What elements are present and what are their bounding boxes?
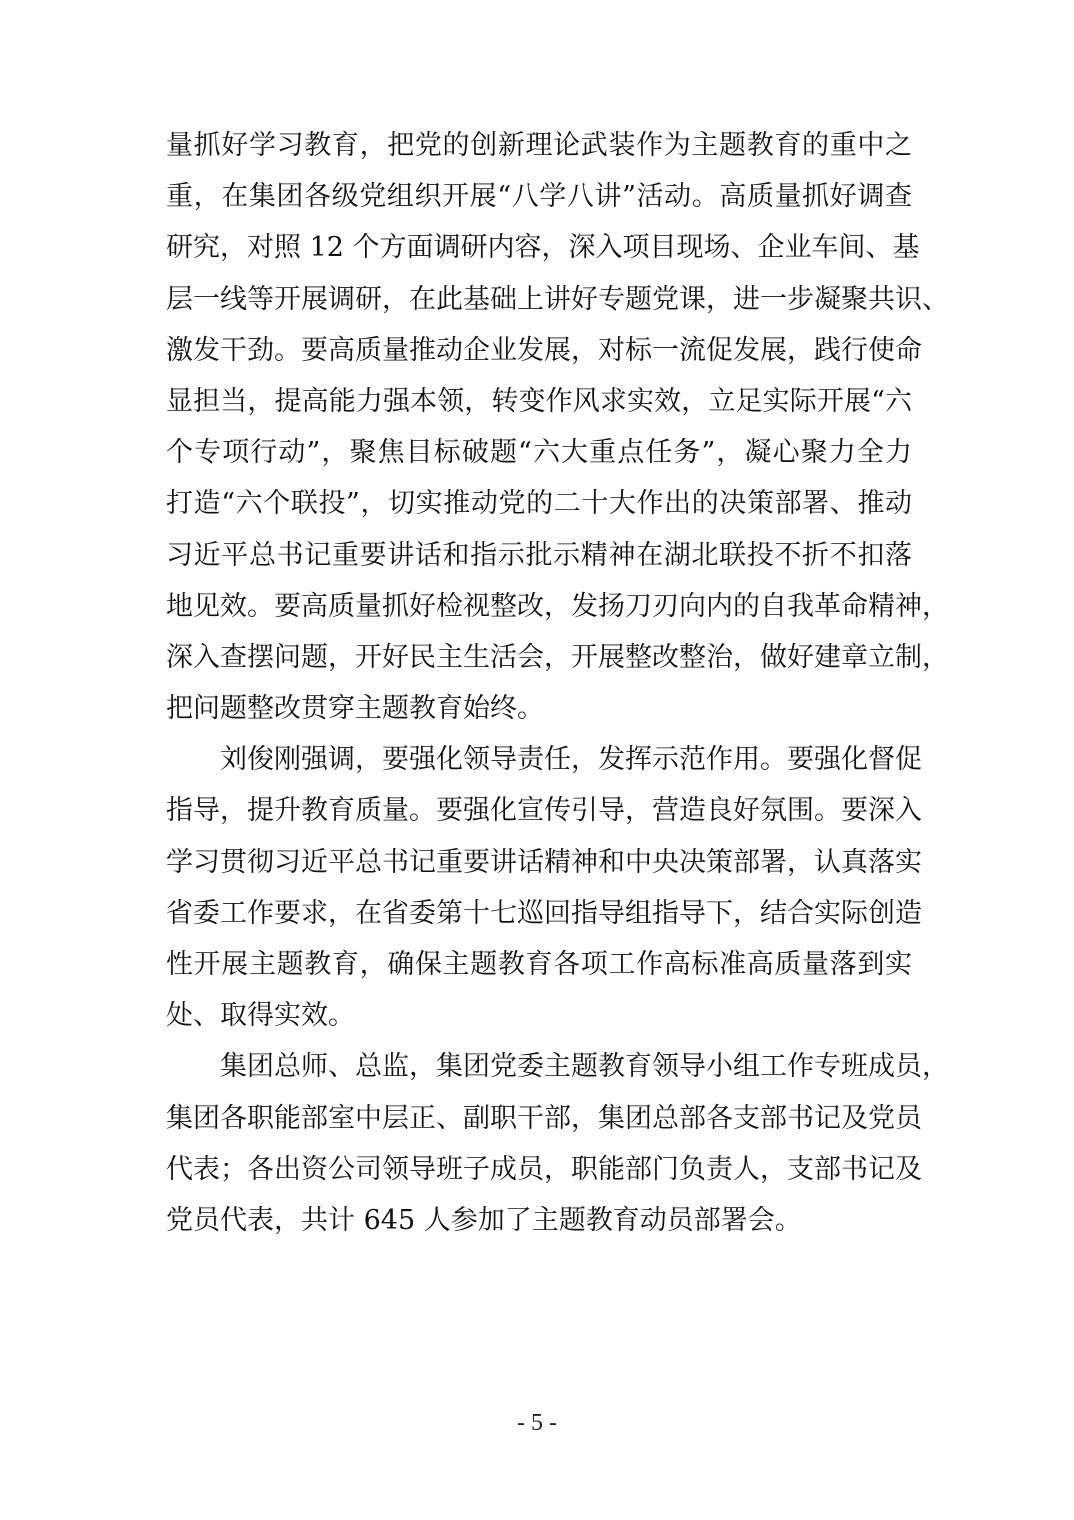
text-line: 刘俊刚强调，要强化领导责任，发挥示范作用。要强化督促	[220, 744, 922, 776]
page-number: - 5 -	[517, 1410, 557, 1436]
text-line: 代表；各出资公司领导班子成员，职能部门负责人，支部书记及	[166, 1153, 922, 1185]
text-line: 党员代表，共计 645 人参加了主题教育动员部署会。	[166, 1204, 802, 1236]
text-line: 集团各职能部室中层正、副职干部，集团总部各支部书记及党员	[166, 1102, 922, 1134]
text-line: 处、取得实效。	[166, 1000, 355, 1032]
text-line: 层一线等开展调研，在此基础上讲好专题党课，进一步凝聚共识、	[166, 283, 949, 315]
document-body	[166, 120, 949, 1246]
text-line: 重，在集团各级党组织开展“八学八讲”活动。高质量抓好调查	[166, 181, 912, 213]
text-line: 量抓好学习教育，把党的创新理论武装作为主题教育的重中之	[166, 130, 912, 161]
text-line: 显担当，提高能力强本领，转变作风求实效，立足实际开展“六	[166, 385, 912, 417]
text-line: 地见效。要高质量抓好检视整改，发扬刀刃向内的自我革命精神，	[166, 590, 949, 622]
paragraph-1	[166, 120, 949, 734]
text-line: 个专项行动”，聚焦目标破题“六大重点任务”，凝心聚力全力	[166, 437, 912, 469]
text-line: 指导，提升教育质量。要强化宣传引导，营造良好氛围。要深入	[166, 795, 922, 827]
text-line: 性开展主题教育，确保主题教育各项工作高标准高质量落到实	[166, 949, 912, 980]
text-line: 激发干劲。要高质量推动企业发展，对标一流促发展，践行使命	[166, 334, 922, 366]
text-line: 学习贯彻习近平总书记重要讲话精神和中央决策部署，认真落实	[166, 846, 922, 878]
text-line: 研究，对照 12 个方面调研内容，深入项目现场、企业车间、基	[166, 232, 920, 264]
text-line: 省委工作要求，在省委第十七巡回指导组指导下，结合实际创造	[166, 897, 922, 929]
text-line: 打造“六个联投”，切实推动党的二十大作出的决策部署、推动	[166, 488, 912, 520]
text-line: 习近平总书记重要讲话和指示批示精神在湖北联投不折不扣落	[166, 539, 912, 571]
text-line: 集团总师、总监，集团党委主题教育领导小组工作专班成员，	[220, 1051, 949, 1083]
paragraph-3	[166, 1041, 949, 1246]
text-line: 深入查摆问题，开好民主生活会，开展整改整治，做好建章立制，	[166, 641, 949, 673]
text-line: 把问题整改贯穿主题教育始终。	[166, 693, 544, 725]
paragraph-2	[166, 734, 922, 1041]
